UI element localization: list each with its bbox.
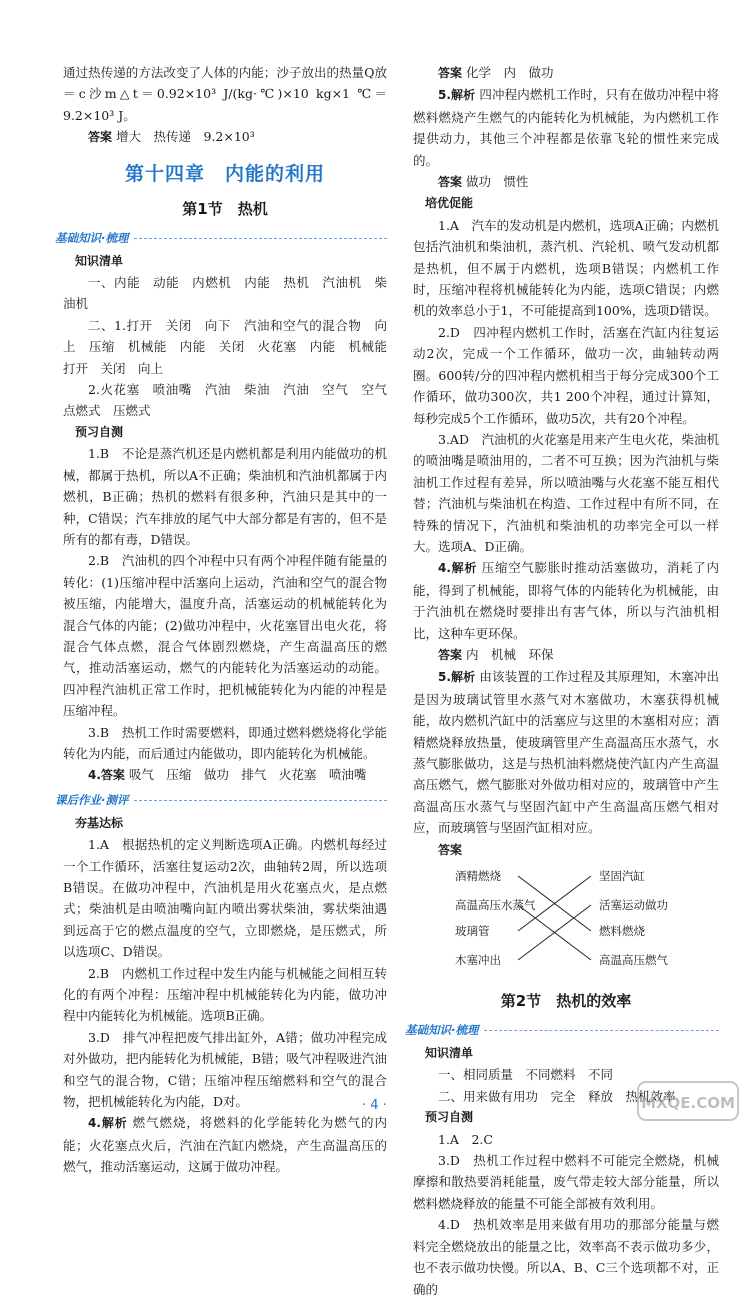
answer-line: [413, 171, 719, 193]
paragraph: 1.A 根据热机的定义判断选项A正确。内燃机每经过一个工作循环，活塞往复运动2次，曲轴转2周，所以选项B错误。在做功冲程中，汽油机是用火花塞点火，是点燃式；柴油机是由喷油嘴向缸内喷出雾状柴油，雾状柴油遇到远高于它的燃点温度的空气，立即燃烧，是压燃式，所以选项C、D错误。: [63, 837, 387, 960]
paragraph: 2.B 汽油机的四个冲程中只有两个冲程伴随有能量的转化：(1)压缩冲程中活塞向上运动，汽油和空气的混合物被压缩，内能增大，温度升高，活塞运动的机械能转化为混合气体的内能；(2)做功冲程中，火花塞冒出电火花，将混合气体点燃，混合气体剧烈燃烧，产生高温高压的燃气，推动活塞运动，燃气的内能转化为活塞运动的动能。四冲程汽油机正常工作时，把机械能转化为内能的冲程是压缩冲程。: [63, 553, 387, 719]
answer-line: [413, 84, 719, 171]
paragraph: 1.A 汽车的发动机是内燃机，选项A正确；内燃机包括汽油机和柴油机，蒸汽机、汽轮机、喷气发动机都是热机，但不属于内燃机，选项B错误；内燃机工作时，压缩冲程将机械能转化为内能，选项C错误；内燃机的效率总小于1，不可能提高到100%，选项D错误。: [413, 217, 719, 319]
answer-label: 4.解析: [88, 1116, 128, 1131]
answer-text: 增大 热传递 9.2×10³: [116, 129, 255, 145]
section-banner: [55, 229, 387, 249]
paragraph: 通过热传递的方法改变了人体的内能；沙子放出的热量Q放＝c沙m△t＝0.92×10³ J/(kg·℃)×10 kg×1 ℃＝9.2×10³ J。: [63, 65, 387, 123]
banner-label: 基础知识·梳理: [405, 1023, 479, 1038]
page-number: · 4 ·: [362, 1098, 387, 1113]
answer-label: 5.解析: [438, 670, 476, 685]
diagram-left-item: 玻璃管: [455, 924, 490, 939]
answer-text: 压缩空气膨胀时推动活塞做功，消耗了内能，得到了机械能，即将气体的内能转化为机械能，由于汽油机在燃烧时要排出有害气体，所以与汽油机相比，这种车更环保。: [413, 560, 719, 641]
paragraph: 1.A 2.C: [438, 1131, 493, 1147]
subheading: 知识清单: [425, 1046, 474, 1061]
answer-text: 内 机械 环保: [466, 646, 554, 662]
section-banner: [405, 1021, 719, 1041]
answer-text: 由该装置的工作过程及其原理知，木塞冲出是因为玻璃试管里水蒸气对木塞做功，木塞获得机械能，故内燃机汽缸中的活塞应与这里的木塞相对应；酒精燃烧释放热量，使玻璃管里产生高温高压水蒸气，水蒸气膨胀做功，这是与热机油料燃烧使汽缸内产生高温高压燃气，燃气膨胀对外做功相对应的，玻璃管中产生高温高压水蒸气与坚固汽缸中产生高温高压燃气相对应，而玻璃管与坚固汽缸相对应。: [413, 669, 719, 836]
diagram-right-item: 坚固汽缸: [599, 869, 645, 884]
subheading: 知识清单: [75, 253, 124, 268]
subheading: 预习自测: [75, 424, 124, 439]
answer-line: [63, 1112, 387, 1177]
answer-label: 答案: [438, 842, 463, 857]
answer-text: 四冲程内燃机工作时，只有在做功冲程中将燃料燃烧产生燃气的内能转化为机械能，为内燃机工作提供动力，其他三个冲程都是依靠飞轮的惯性来完成的。: [413, 87, 719, 168]
section-title: 第2节 热机的效率: [500, 992, 632, 1011]
answer-line: [63, 126, 387, 148]
answer-label: 答案: [438, 66, 463, 80]
section-title: 第1节 热机: [182, 199, 268, 218]
paragraph: 2.D 四冲程内燃机工作时，活塞在汽缸内往复运动2次，完成一个工作循环，做功一次，曲轴转动两圈。600转/分的四冲程内燃机相当于每分完成300个工作循环，做功300次，共1 200个冲程，通过计算知，每秒完成5个工作循环，做功5次，共有20个冲程。: [413, 324, 719, 426]
left-column: [55, 62, 400, 1178]
answer-line: [413, 557, 719, 644]
paragraph: 1.B 不论是蒸汽机还是内燃机都是利用内能做功的机械，都属于热机，所以A不正确；柴油机和汽油机都属于内燃机，B正确；热机的燃料有很多种，汽油只是其中的一种，C错误；汽车排放的尾气中大部分都是有害的，但不是所有的都有毒，D错误。: [63, 446, 387, 547]
paragraph: 3.D 排气冲程把废气排出缸外，A错；做功冲程完成对外做功，把内能转化为机械能，B错；吸气冲程吸进汽油和空气的混合物，C错；压缩冲程压缩燃料和空气的混合物，把机械能转化为内能，D对。: [63, 1029, 387, 1110]
paragraph: 一、相同质量 不同燃料 不同: [438, 1067, 614, 1083]
answer-label: 答案: [438, 647, 463, 662]
diagram-right-item: 燃料燃烧: [599, 924, 645, 939]
answer-label: 5.解析: [438, 88, 476, 103]
diagram-left-item: 木塞冲出: [455, 953, 501, 968]
answer-label: 4.答案: [88, 768, 125, 783]
chapter-title: 第十四章 内能的利用: [124, 162, 325, 185]
answer-line: [413, 644, 719, 666]
paragraph: 二、用来做有用功 完全 释放 热机效率: [438, 1088, 676, 1104]
diagram-left-item: 酒精燃烧: [455, 869, 501, 884]
paragraph: 2.B 内燃机工作过程中发生内能与机械能之间相互转化的有两个冲程：压缩冲程中机械能转化为内能，做功冲程中内能转化为机械能。选项B正确。: [63, 965, 387, 1024]
watermark-logo: [636, 1078, 740, 1124]
answer-line: [413, 62, 719, 84]
svg-text:MXQE.COM: MXQE.COM: [641, 1094, 735, 1112]
subheading: 培优促能: [425, 196, 474, 211]
paragraph: 二、1.打开 关闭 向下 汽油和空气的混合物 向上 压缩 机械能 内能 关闭 火花塞 内能 机械能 打开 关闭 向上: [63, 317, 400, 376]
paragraph: 一、内能 动能 内燃机 内能 热机 汽油机 柴油机: [63, 275, 387, 312]
paragraph: 4.D 热机效率是用来做有用功的那部分能量与燃料完全燃烧放出的能量之比，效率高不表示做功多少，也不表示做功快慢。所以A、B、C三个选项都不对，正确的: [413, 1217, 719, 1297]
answer-line: [413, 666, 719, 838]
answer-label: 答案: [88, 130, 113, 145]
answer-label: 答案: [438, 175, 463, 190]
paragraph: 3.B 热机工作时需要燃料，即通过燃料燃烧将化学能转化为内能，而后通过内能做功，即内能转化为机械能。: [63, 724, 387, 761]
diagram-right-item: 高温高压燃气: [599, 953, 668, 968]
answer-line: [63, 764, 387, 786]
answer-text: 燃气燃烧，将燃料的化学能转化为燃气的内能；火花塞点火后，汽油在汽缸内燃烧，产生高温高压的燃气，推动活塞运动，这属于做功冲程。: [63, 1115, 387, 1175]
section-banner: [55, 791, 387, 811]
answer-label: 4.解析: [438, 561, 478, 576]
answer-text: 做功 惯性: [466, 174, 529, 190]
paragraph: 2.火花塞 喷油嘴 汽油 柴油 汽油 空气 空气 点燃式 压燃式: [63, 382, 400, 419]
banner-label: 课后作业·测评: [55, 793, 129, 808]
answer-label-line: [413, 839, 719, 861]
answer-text: 吸气 压缩 做功 排气 火花塞 喷油嘴: [128, 767, 367, 783]
paragraph: 3.D 热机工作过程中燃料不可能完全燃烧，机械摩擦和散热要消耗能量，废气带走较大部分能量，所以燃料燃烧释放的能量不可能全部被有效利用。: [413, 1153, 719, 1211]
matching-diagram: [413, 863, 719, 983]
paragraph: 3.AD 汽油机的火花塞是用来产生电火花，柴油机的喷油嘴是喷油用的，二者不可互换；因为汽油机与柴油机工作过程有差异，所以喷油嘴与火花塞不能互相代替；汽油机与柴油机在构造、工作过程中有所不同，在特殊的情况下，汽油机和柴油机的功率完全可以一样大。选项A、D正确。: [413, 431, 719, 554]
subheading: 预习自测: [425, 1110, 474, 1125]
diagram-right-item: 活塞运动做功: [599, 898, 668, 913]
diagram-left-item: 高温高压水蒸气: [455, 898, 536, 913]
answer-text: 化学 内 做功: [466, 65, 554, 80]
banner-label: 基础知识·梳理: [55, 230, 129, 245]
subheading: 夯基达标: [75, 815, 124, 830]
